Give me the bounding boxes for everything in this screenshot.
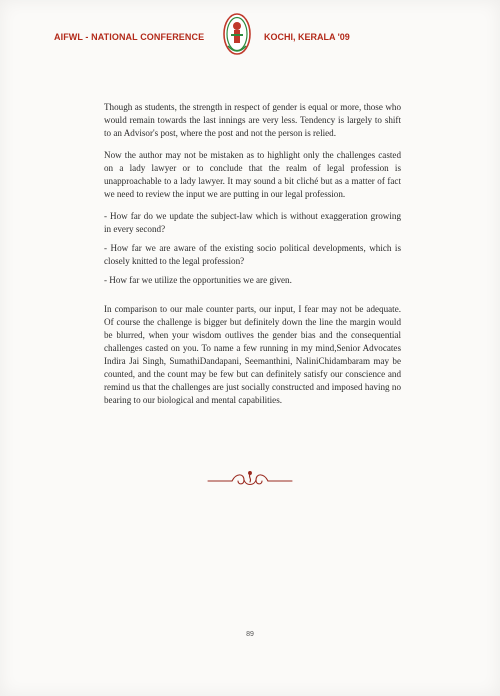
- article-body: [104, 101, 401, 416]
- conference-title: AIFWL - NATIONAL CONFERENCE: [54, 32, 205, 42]
- page-number: 89: [246, 631, 254, 638]
- question-item: - How far do we update the subject-law which is without exaggeration growing in every second?: [104, 211, 401, 234]
- page-header: [0, 12, 500, 68]
- paragraph: Now the author may not be mistaken as to highlight only the challenges casted on a lady lawyer or to conclude that the realm of legal profession is unapproachable to a lady lawyer. It may sound a bit cliché but as a matter of fact we need to review the input we are putting in our legal profession.: [104, 150, 401, 199]
- paragraph: Though as students, the strength in respect of gender is equal or more, those who would remain towards the last innings are very less. Tendency is largely to shift to an Advisor's post, where the post and not the person is relied.: [104, 102, 401, 138]
- question-item: - How far we are aware of the existing socio political developments, which is closely knitted to the legal profession?: [104, 243, 401, 266]
- question-item: - How far we utilize the opportunities we are given.: [104, 275, 292, 285]
- conference-logo-icon: [222, 12, 252, 58]
- paragraph: In comparison to our male counter parts, our input, I fear may not be adequate. Of course the challenge is bigger but definitely down the line the margin would be blurred, when your wisdom outlives the gender bias and the consequential challenges casted on you. To name a few running in my mind,Senior Advocates Indira Jai Singh, SumathiDandapani, Seemanthini, NaliniChidambaram may be counted, and the count may be few but can definitely satisfy our conscience and remind us that the challenges are just socially constructed and imposed having no bearing to our biological and mental capabilities.: [104, 304, 401, 405]
- conference-venue: KOCHI, KERALA '09: [264, 32, 350, 42]
- scroll-flourish-icon: [206, 470, 294, 490]
